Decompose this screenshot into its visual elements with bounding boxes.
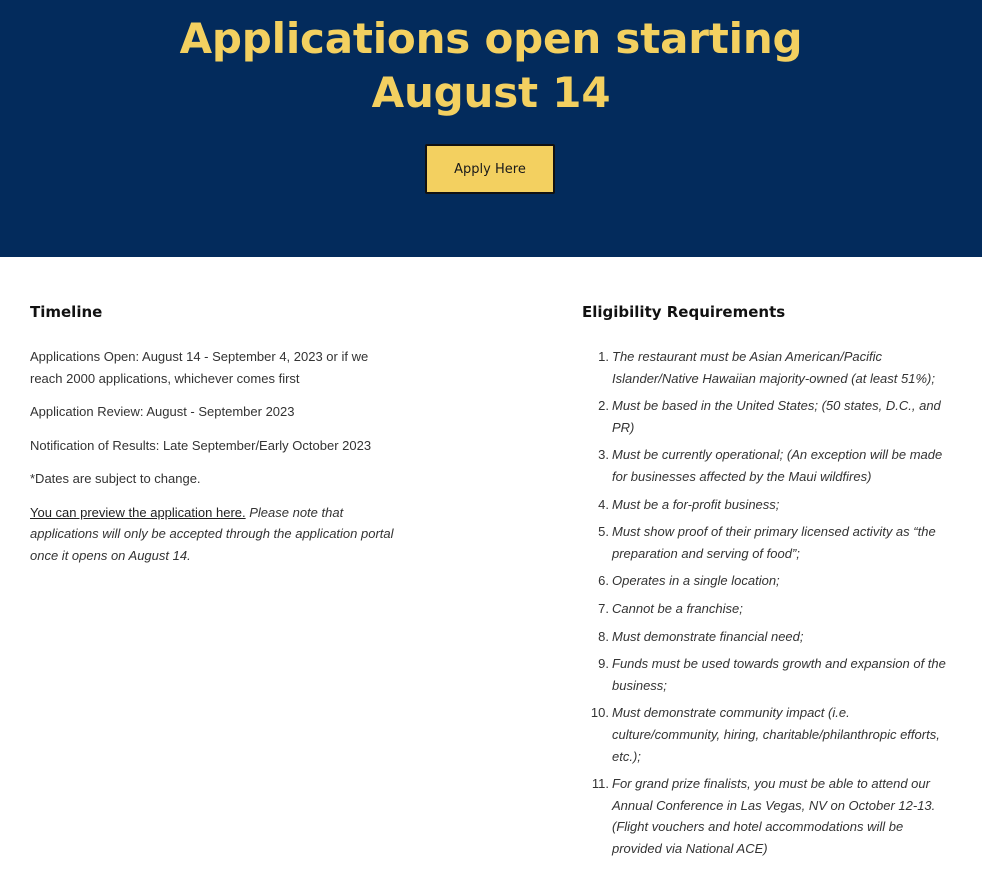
list-item — [582, 395, 954, 438]
timeline-title: Timeline — [30, 303, 103, 321]
eligibility-list — [582, 346, 954, 859]
list-item-text: Must demonstrate financial need; — [612, 628, 804, 644]
list-item-text: Must be currently operational; (An exception will be made for businesses affected by the Maui wildfires) — [612, 447, 943, 484]
hero-banner — [0, 0, 982, 257]
list-item-number: 7. — [598, 600, 609, 616]
list-item-text: Must demonstrate community impact (i.e. culture/community, hiring, charitable/philanthropic efforts, etc.); — [612, 705, 940, 764]
list-item-text: Must be a for-profit business; — [612, 496, 780, 512]
list-item-text: The restaurant must be Asian American/Pacific Islander/Native Hawaiian majority-owned (at least 51%); — [612, 349, 935, 386]
list-item-text: Funds must be used towards growth and expansion of the business; — [612, 656, 946, 693]
list-item — [582, 494, 954, 516]
list-item-text: Must be based in the United States; (50 states, D.C., and PR) — [612, 398, 941, 435]
list-item — [582, 521, 954, 564]
list-item — [582, 626, 954, 648]
timeline-item-application-review: Application Review: August - September 2023 — [30, 404, 295, 419]
timeline-item-dates-note: *Dates are subject to change. — [30, 471, 201, 486]
timeline-item-notification: Notification of Results: Late September/Early October 2023 — [30, 437, 372, 453]
hero-title-line1: Applications open starting — [179, 14, 803, 63]
preview-application-link[interactable]: You can preview the application here. — [30, 504, 246, 520]
list-item-text: Operates in a single location; — [612, 573, 780, 589]
eligibility-title: Eligibility Requirements — [582, 303, 786, 321]
list-item — [582, 570, 954, 592]
list-item-number: 5. — [598, 524, 609, 540]
list-item — [582, 702, 954, 767]
list-item — [582, 773, 954, 859]
list-item-number: 8. — [598, 628, 609, 644]
list-item — [582, 444, 954, 487]
list-item-text: Must show proof of their primary licensed activity as “the preparation and serving of food”; — [612, 524, 936, 561]
list-item-number: 4. — [598, 496, 609, 512]
list-item-text: Cannot be a franchise; — [612, 600, 743, 616]
list-item — [582, 346, 954, 389]
timeline-item-applications-open: Applications Open: August 14 - September 4, 2023 or if we reach 2000 applications, whichever comes first — [30, 349, 369, 386]
list-item-number: 3. — [598, 447, 609, 463]
timeline-section — [30, 300, 395, 566]
list-item-number: 10. — [590, 705, 609, 721]
list-item — [582, 653, 954, 696]
list-item-number: 1. — [598, 349, 609, 364]
list-item-number: 9. — [598, 656, 609, 672]
list-item-text: For grand prize finalists, you must be able to attend our Annual Conference in Las Vegas, NV on October 12-13. (Flight vouchers and hotel accommodations will be provided via National ACE) — [612, 776, 936, 856]
list-item-number: 6. — [598, 573, 609, 589]
preview-note: Please note that applications will only be accepted through the application portal once it opens on August 14. — [30, 504, 394, 563]
list-item-number: 2. — [598, 398, 609, 414]
hero-title-line2: August 14 — [371, 68, 611, 117]
apply-here-button[interactable]: Apply Here — [425, 144, 555, 194]
list-item — [582, 598, 954, 620]
list-item-number: 11. — [591, 776, 609, 792]
eligibility-section — [582, 300, 954, 865]
preview-paragraph — [30, 502, 395, 567]
hero-title — [0, 12, 982, 120]
